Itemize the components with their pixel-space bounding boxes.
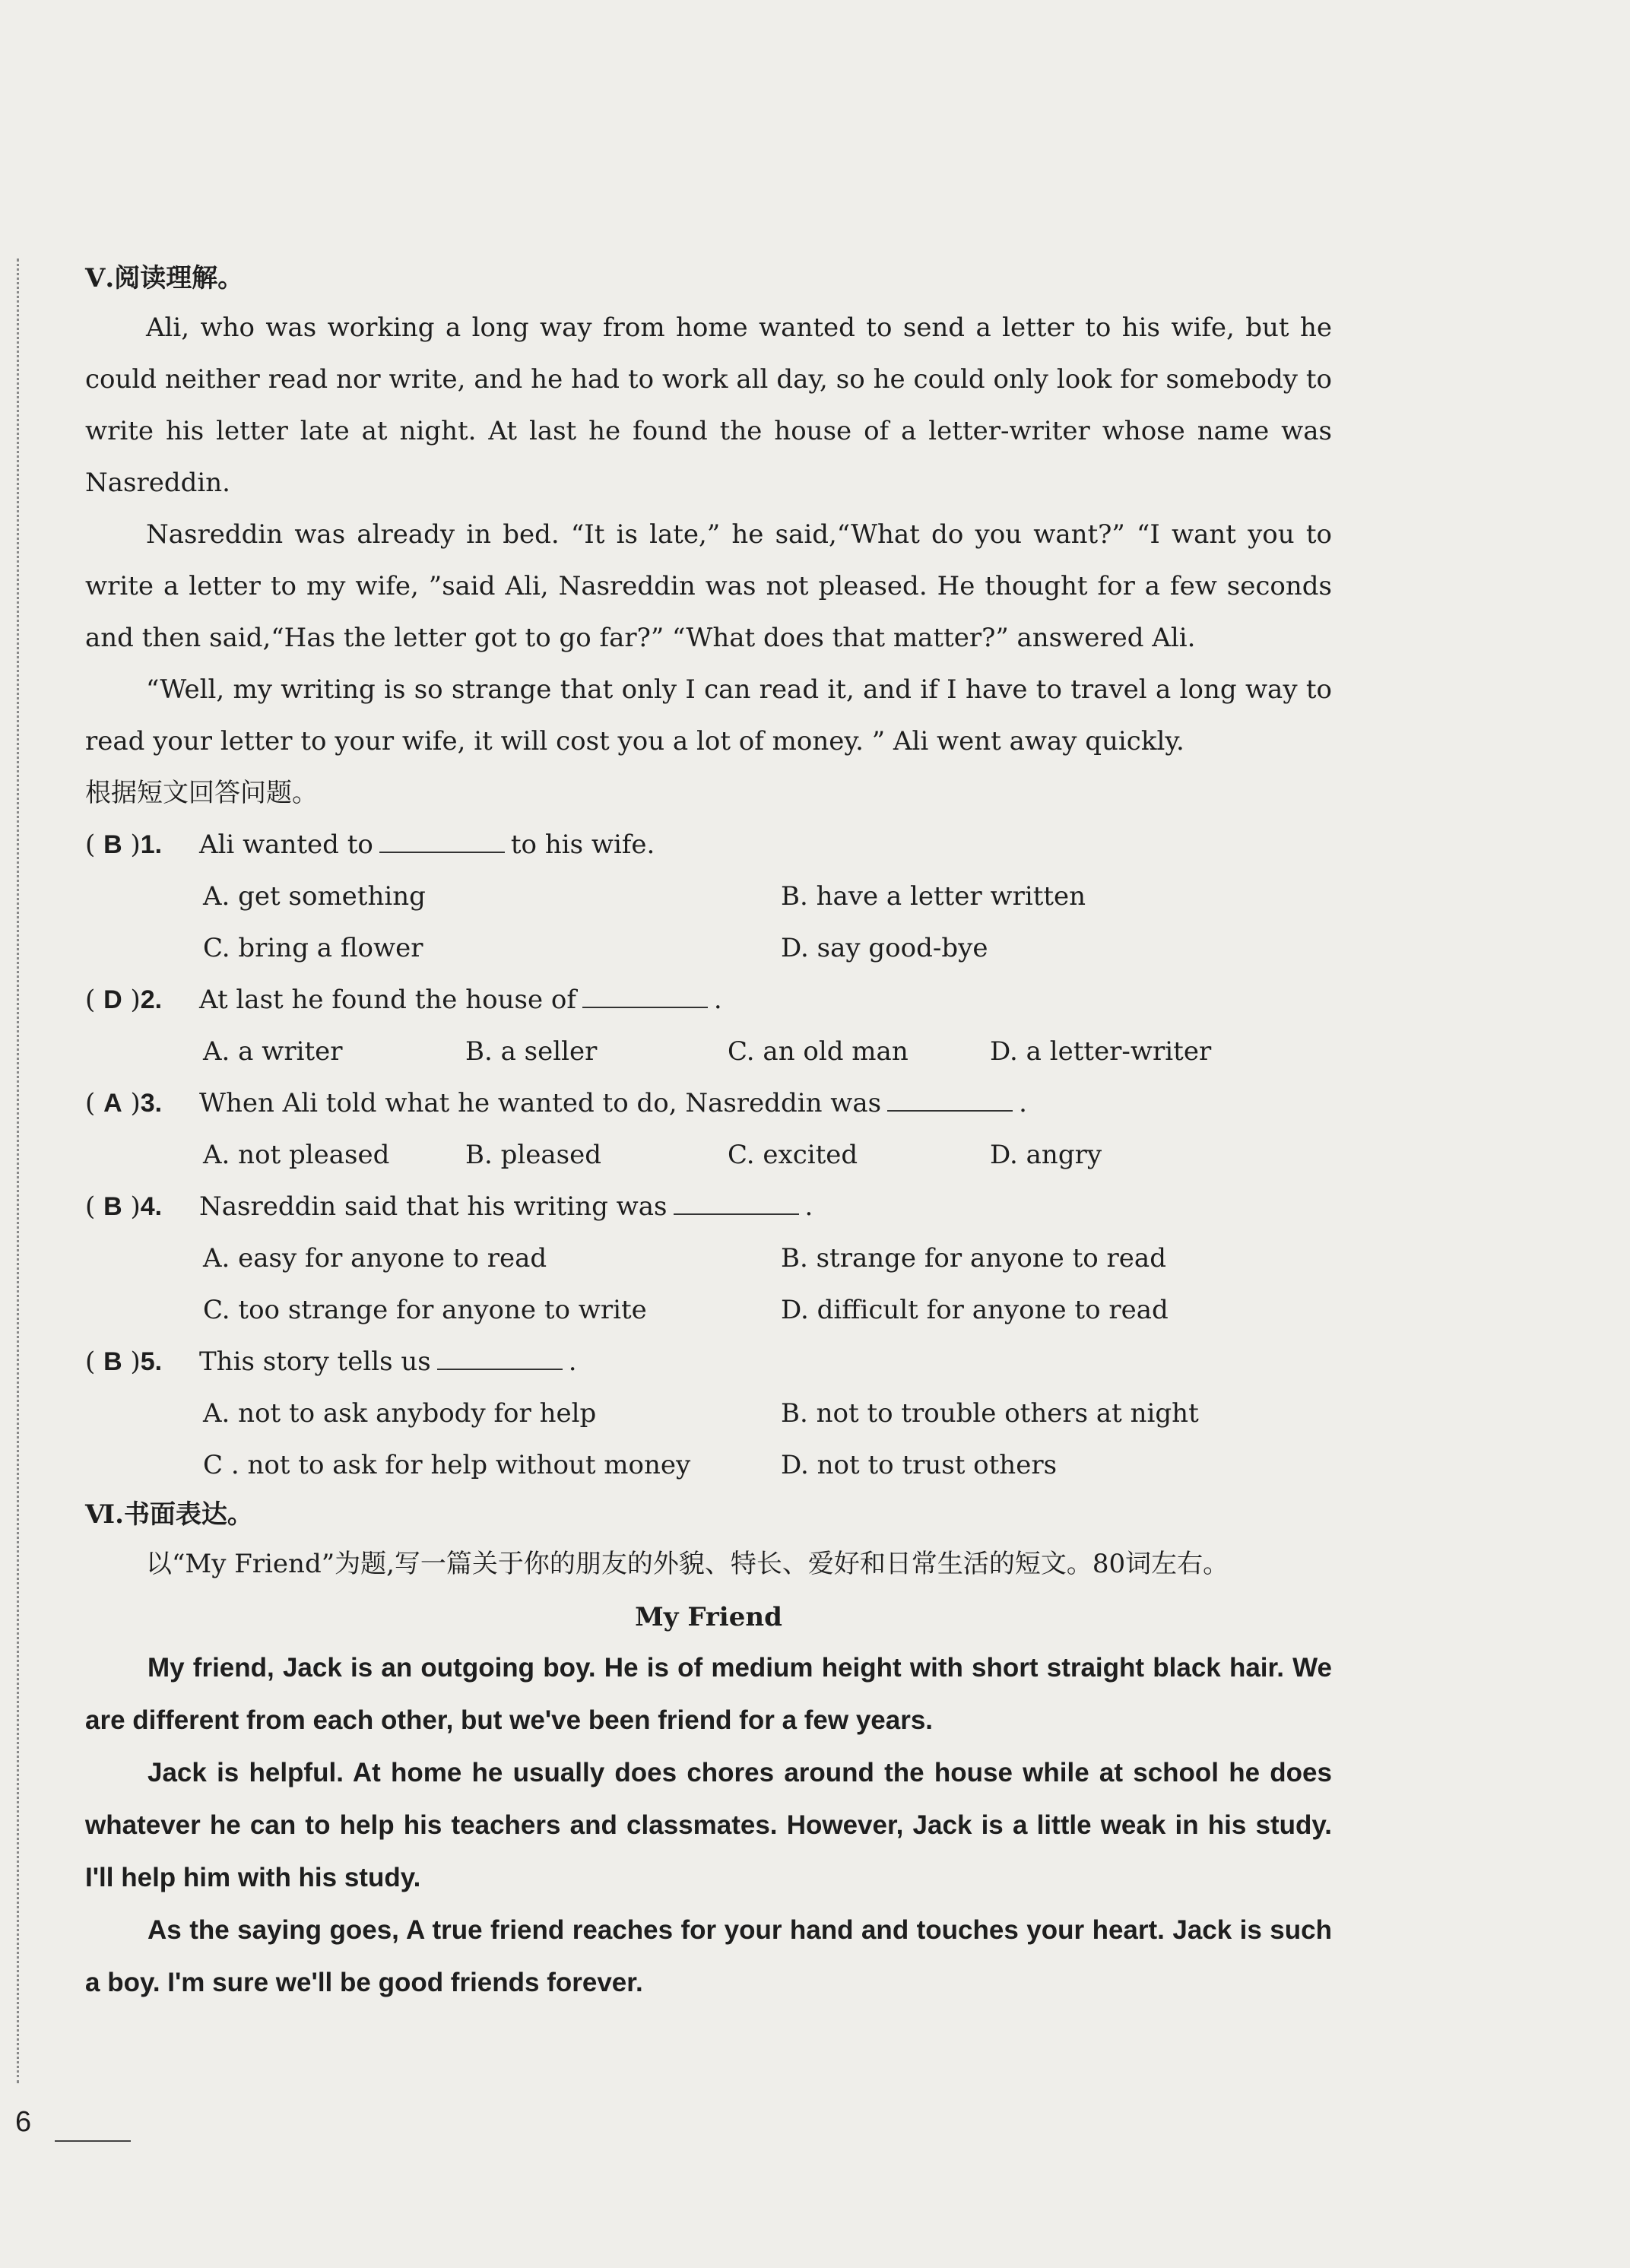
question-1-options-row-2 — [85, 922, 1332, 974]
question-2: ( D )2. At last he found the house of . — [85, 985, 722, 1015]
question-5-text: This story tells us — [199, 1347, 431, 1377]
option-a: A. not to ask anybody for help — [203, 1398, 597, 1429]
question-number-1: 1. — [140, 830, 163, 859]
question-4-text: Nasreddin said that his writing was — [199, 1191, 668, 1222]
question-1-options-row-1 — [85, 871, 1332, 922]
option-b: B. a seller — [465, 1036, 598, 1067]
reading-instruction: 根据短文回答问题。 — [85, 778, 318, 808]
answer-blank — [379, 829, 505, 853]
question-5: ( B )5. This story tells us . — [85, 1347, 577, 1377]
question-5-options-row-1 — [85, 1388, 1332, 1439]
writing-section-title: Ⅵ.书面表达。 — [85, 1499, 253, 1530]
answer-blank — [674, 1191, 799, 1215]
question-4-options-row-2 — [85, 1284, 1332, 1336]
option-b: B. strange for anyone to read — [781, 1243, 1166, 1274]
answer-3: A — [103, 1089, 122, 1118]
question-3-text-after: . — [1019, 1088, 1027, 1118]
option-d: D. say good-bye — [781, 933, 988, 963]
option-d: D. a letter-writer — [990, 1036, 1212, 1067]
question-1: ( B )1. Ali wanted to to his wife. — [85, 829, 655, 860]
question-3-text: When Ali told what he wanted to do, Nasreddin was — [199, 1088, 882, 1118]
essay-lined-area — [85, 1642, 1332, 2009]
option-b: B. pleased — [465, 1140, 601, 1170]
question-1-text-after: to his wife. — [510, 829, 655, 860]
writing-prompt: 以“My Friend”为题,写一篇关于你的朋友的外貌、特长、爱好和日常生活的短文。80词左右。 — [146, 1549, 1229, 1579]
question-3-options — [85, 1129, 1332, 1181]
question-1-text: Ali wanted to — [199, 829, 373, 860]
option-c: C. an old man — [728, 1036, 909, 1067]
option-a: A. easy for anyone to read — [203, 1243, 547, 1274]
answer-5: B — [103, 1347, 122, 1376]
answer-blank — [582, 984, 708, 1008]
option-c: C. excited — [728, 1140, 858, 1170]
option-c: C . not to ask for help without money — [203, 1450, 691, 1480]
reading-paragraph-3: “Well, my writing is so strange that only I can read it, and if I have to travel a long way to read your letter to your wife, it will cost you a lot of money. ” Ali went away quickly. — [85, 674, 1332, 757]
binding-dotted-line — [17, 259, 19, 2083]
question-4: ( B )4. Nasreddin said that his writing was . — [85, 1191, 813, 1222]
essay-paragraph-2: Jack is helpful. At home he usually does chores around the house while at school he does whatever he can to help his teachers and classmates. However, Jack is a little weak in his study. I'll help him with his study. — [85, 1758, 1332, 1892]
essay-paragraph-3: As the saying goes, A true friend reaches for your hand and touches your heart. Jack is such a boy. I'm sure we'll be good friends forever. — [85, 1915, 1332, 1997]
option-c: C. too strange for anyone to write — [203, 1295, 647, 1325]
question-4-text-after: . — [804, 1191, 813, 1222]
option-b: B. have a letter written — [781, 881, 1086, 912]
option-a: A. a writer — [203, 1036, 343, 1067]
option-d: D. difficult for anyone to read — [781, 1295, 1169, 1325]
question-number-5: 5. — [140, 1347, 163, 1376]
question-number-3: 3. — [140, 1089, 163, 1118]
question-4-options-row-1 — [85, 1232, 1332, 1284]
answer-4: B — [103, 1192, 122, 1221]
reading-paragraph-1: Ali, who was working a long way from home wanted to send a letter to his wife, but he could neither read nor write, and he had to work all day, so he could only look for somebody to write his letter late at night. At last he found the house of a letter-writer whose name was Nasreddin. — [85, 312, 1332, 498]
reading-paragraph-2: Nasreddin was already in bed. “It is late,” he said,“What do you want?” “I want you to write a letter to my wife, ”said Ali, Nasreddin was not pleased. He thought for a few seconds and then said,“Has the letter got to go far?” “What does that matter?” answered Ali. — [85, 519, 1332, 653]
answer-blank — [437, 1346, 563, 1370]
option-a: A. get something — [203, 881, 426, 912]
question-3: ( A )3. When Ali told what he wanted to do, Nasreddin was . — [85, 1088, 1027, 1118]
question-2-text: At last he found the house of — [199, 985, 576, 1015]
reading-section-title: Ⅴ.阅读理解。 — [85, 263, 244, 293]
option-d: D. not to trust others — [781, 1450, 1058, 1480]
page-number-rule — [55, 2140, 131, 2142]
question-number-4: 4. — [140, 1192, 163, 1221]
page-number: 6 — [15, 2106, 32, 2138]
question-5-text-after: . — [568, 1347, 577, 1377]
option-d: D. angry — [990, 1140, 1102, 1170]
answer-2: D — [103, 985, 122, 1014]
essay-paragraph-1: My friend, Jack is an outgoing boy. He is of medium height with short straight black hair. We are different from each other, but we've been friend for a few years. — [85, 1653, 1332, 1735]
answer-blank — [887, 1087, 1013, 1112]
option-b: B. not to trouble others at night — [781, 1398, 1199, 1429]
content — [85, 255, 1332, 2009]
option-c: C. bring a flower — [203, 933, 423, 963]
question-number-2: 2. — [140, 985, 163, 1014]
essay-title: My Friend — [635, 1602, 782, 1632]
question-5-options-row-2 — [85, 1439, 1332, 1491]
question-2-text-after: . — [713, 985, 722, 1015]
question-2-options — [85, 1026, 1332, 1077]
option-a: A. not pleased — [203, 1140, 390, 1170]
answer-1: B — [103, 830, 122, 859]
